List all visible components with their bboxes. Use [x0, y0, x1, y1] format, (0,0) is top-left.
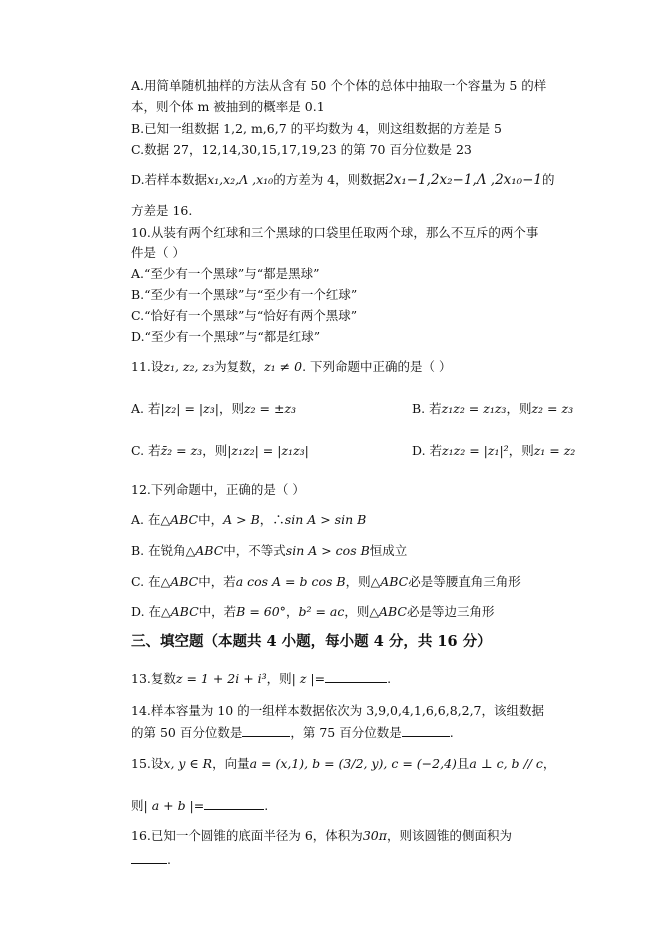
math-expression: |z₁z₂| = |z₁z₃|	[227, 443, 309, 458]
q9-option-a-line2: 本，则个体 m 被抽到的概率是 0.1	[131, 99, 325, 114]
math-expression: x, y ∈ R	[163, 756, 213, 771]
q9-option-d-line1: D.若样本数据x₁,x₂,Λ ,x₁₀的方差为 4，则数据2x₁−1,2x₂−1,Λ ,2x₁₀−1的	[131, 172, 555, 188]
math-expression: | a + b |=	[143, 798, 205, 813]
q11-stem: 11.设z₁, z₂, z₃为复数，z₁ ≠ 0. 下列命题中正确的是（ ）	[131, 359, 452, 374]
q9-option-b: B.已知一组数据 1,2, m,6,7 的平均数为 4，则这组数据的方差是 5	[131, 121, 502, 136]
math-expression: a cos A = b cos B	[235, 574, 346, 589]
q10-option-a: A.“至少有一个黑球”与“都是黑球”	[131, 266, 320, 281]
q9-option-d-line2: 方差是 16.	[131, 203, 193, 218]
answer-blank[interactable]	[402, 724, 450, 737]
math-expression: A > B	[223, 512, 260, 527]
section-heading-fill-in: 三、填空题（本题共 4 小题，每小题 4 分，共 16 分）	[131, 633, 492, 650]
math-expression: a = (x,1), b = (3/2, y), c = (−2,4)	[249, 756, 457, 771]
math-expression: ABC	[378, 604, 407, 619]
math-expression: sin A > cos B	[285, 543, 370, 558]
math-expression: ABC	[170, 512, 199, 527]
q16-line1: 16.已知一个圆锥的底面半径为 6，体积为30π，则该圆锥的侧面积为	[131, 828, 512, 843]
math-expression: ABC	[380, 574, 409, 589]
q10-option-d: D.“至少有一个黑球”与“都是红球”	[131, 329, 321, 344]
math-expression: | z |=	[291, 671, 326, 686]
q10-stem-line2: 件是（ ）	[131, 245, 185, 260]
answer-blank[interactable]	[204, 797, 264, 810]
q12-option-b: B. 在锐角△ABC中，不等式sin A > cos B恒成立	[131, 543, 408, 558]
q12-option-d: D. 在△ABC中，若B = 60°，b² = ac，则△ABC必是等边三角形	[131, 604, 495, 619]
math-expression: ABC	[195, 543, 224, 558]
math-expression: z̄₂ = z₃	[160, 443, 203, 458]
q10-option-c: C.“恰好有一个黑球”与“恰好有两个黑球”	[131, 308, 358, 323]
math-expression: ABC	[170, 574, 199, 589]
q9-option-a-line1: A.用简单随机抽样的方法从含有 50 个个体的总体中抽取一个容量为 5 的样	[131, 78, 547, 93]
q12-option-a: A. 在△ABC中，A > B，∴sin A > sin B	[131, 512, 367, 527]
answer-blank[interactable]	[131, 851, 167, 864]
answer-blank[interactable]	[242, 724, 290, 737]
q12-option-c: C. 在△ABC中，若a cos A = b cos B，则△ABC必是等腰直角三角形	[131, 574, 521, 589]
answer-blank[interactable]	[325, 670, 387, 683]
math-expression: z₂ = ±z₃	[243, 401, 297, 416]
math-expression: z₁z₂ = |z₁|²	[442, 443, 509, 458]
math-expression: B = 60°	[236, 604, 286, 619]
q11-option-c: C. 若z̄₂ = z₃，则|z₁z₂| = |z₁z₃|	[131, 443, 309, 458]
q11-option-a: A. 若|z₂| = |z₃|，则z₂ = ±z₃	[131, 401, 297, 416]
math-expression: z₁z₂ = z₁z₃	[441, 401, 507, 416]
q10-stem-line1: 10.从装有两个红球和三个黑球的口袋里任取两个球，那么不互斥的两个事	[131, 225, 539, 240]
math-expression: z₂ = z₃	[531, 401, 574, 416]
math-expression: x₁,x₂,Λ ,x₁₀	[207, 172, 274, 187]
math-expression: 2x₁−1,2x₂−1,Λ ,2x₁₀−1	[385, 172, 542, 188]
q11-option-d: D. 若z₁z₂ = |z₁|²，则z₁ = z₂	[412, 443, 576, 458]
q15-line2: 则| a + b |= .	[131, 798, 269, 813]
math-expression: z = 1 + 2i + i³	[175, 671, 267, 686]
q14-line2: 的第 50 百分位数是 ，第 75 百分位数是 .	[131, 725, 454, 740]
q15-line1: 15.设x, y ∈ R，向量a = (x,1), b = (3/2, y), c = (−2,4)且a ⊥ c, b // c，	[131, 756, 556, 771]
math-expression: a ⊥ c, b // c	[469, 756, 543, 771]
q10-option-b: B.“至少有一个黑球”与“至少有一个红球”	[131, 287, 358, 302]
q11-option-b: B. 若z₁z₂ = z₁z₃，则z₂ = z₃	[412, 401, 574, 416]
math-expression: sin A > sin B	[284, 512, 367, 527]
math-expression: z₁, z₂, z₃	[163, 359, 215, 374]
q9-option-c: C.数据 27，12,14,30,15,17,19,23 的第 70 百分位数是 23	[131, 142, 472, 157]
q12-stem: 12.下列命题中，正确的是（ ）	[131, 482, 305, 497]
q14-line1: 14.样本容量为 10 的一组样本数据依次为 3,9,0,4,1,6,6,8,2,7，该组数据	[131, 703, 544, 718]
math-expression: z₁ = z₂	[533, 443, 576, 458]
q16-line2: .	[131, 851, 171, 868]
math-expression: b² = ac	[298, 604, 345, 619]
math-expression: |z₂| = |z₃|	[160, 401, 219, 416]
q13-line: 13.复数z = 1 + 2i + i³，则| z |= .	[131, 671, 392, 686]
math-expression: 30π	[362, 828, 387, 843]
math-expression: ABC	[170, 604, 199, 619]
math-expression: z₁ ≠ 0	[264, 359, 303, 374]
